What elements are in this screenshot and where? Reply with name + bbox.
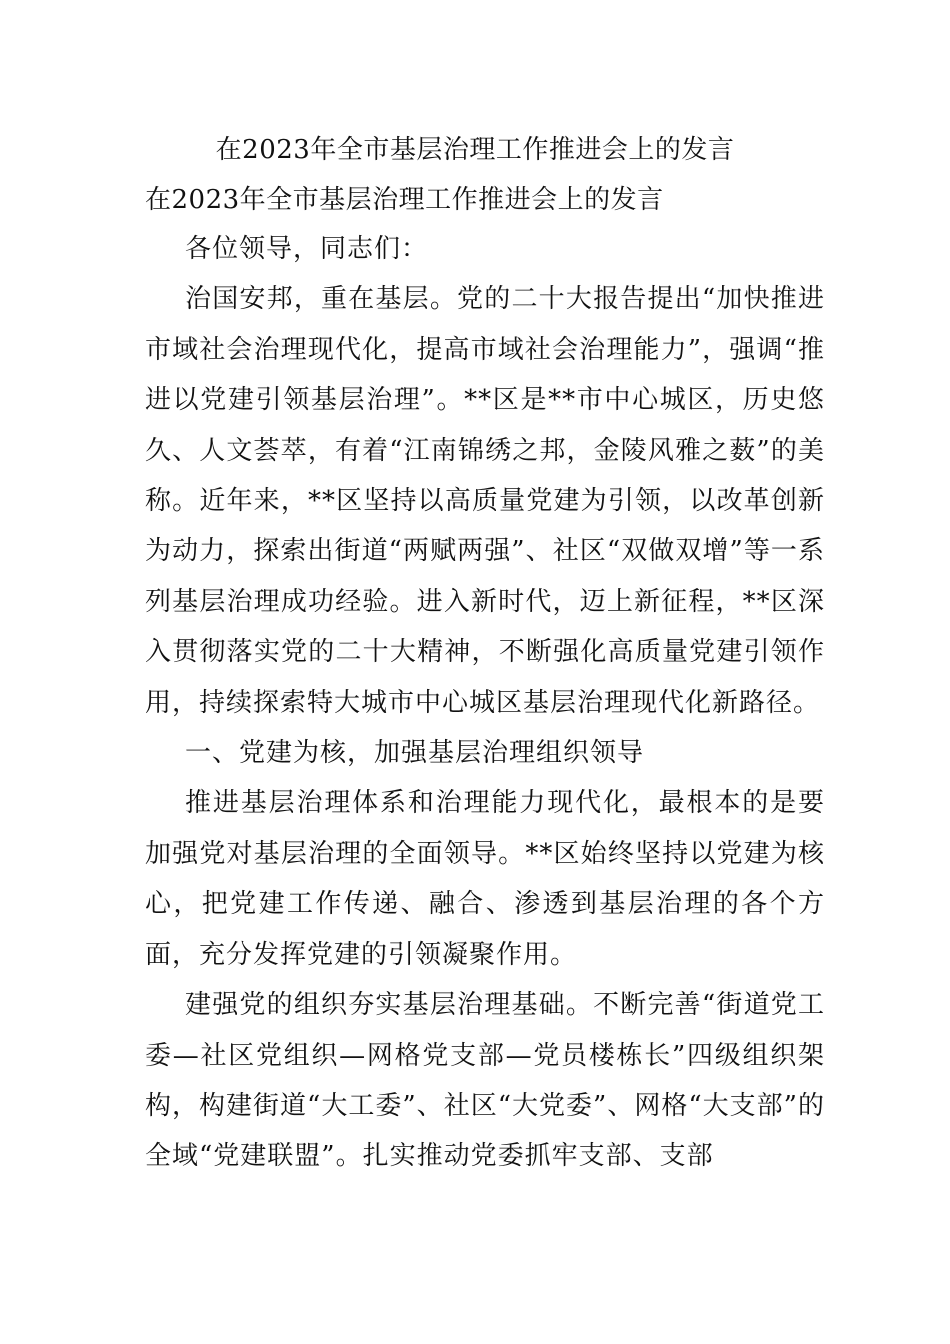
body-paragraph: 建强党的组织夯实基层治理基础。不断完善“街道党工委—社区党组织—网格党支部—党员楼栋长”四级组织架构，构建街道“大工委”、社区“大党委”、网格“大支部”的全域“党建联盟”。扎实推动党委抓牢支部、支部: [145, 990, 825, 1172]
greeting: 各位领导，同志们：: [185, 234, 429, 264]
section-heading: 一、党建为核，加强基层治理组织领导: [185, 738, 645, 769]
body-paragraph: 推进基层治理体系和治理能力现代化，最根本的是要加强党对基层治理的全面领导。**区始终坚持以党建为核心，把党建工作传递、融合、渗透到基层治理的各个方面，充分发挥党建的引领凝聚作用。: [145, 788, 825, 970]
document-subtitle: 在2023年全市基层治理工作推进会上的发言: [145, 185, 664, 215]
document-title: 在2023年全市基层治理工作推进会上的发言: [215, 135, 735, 165]
body-paragraph: 治国安邦，重在基层。党的二十大报告提出“加快推进市域社会治理现代化，提高市域社会治理能力”，强调“推进以党建引领基层治理”。**区是**市中心城区，历史悠久、人文荟萃，有着“江南锦绣之邦，金陵风雅之薮”的美称。近年来，**区坚持以高质量党建为引领，以改革创新为动力，探索出街道“两赋两强”、社区“双做双增”等一系列基层治理成功经验。进入新时代，迈上新征程，**区深入贯彻落实党的二十大精神，不断强化高质量党建引领作用，持续探索特大城市中心城区基层治理现代化新路径。: [145, 284, 825, 718]
document-body: [145, 224, 825, 1182]
